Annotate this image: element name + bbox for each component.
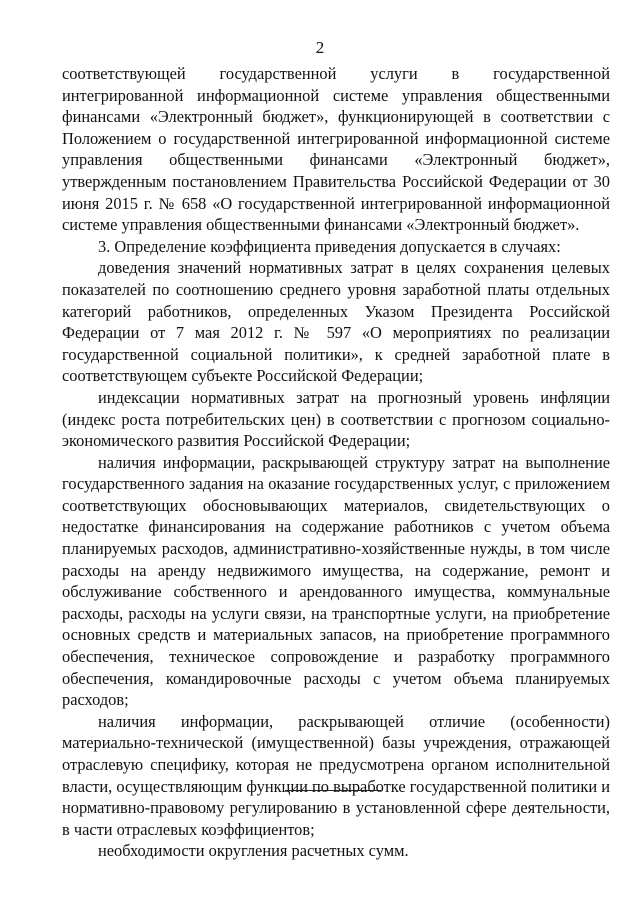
paragraph-case-salary: доведения значений нормативных затрат в целях сохранения целевых показателей по соотношению среднего уровня заработной платы отдельных категорий работников, определенных Указом Президента Российской Федерации от 7 мая 2012 г. № 597 «О мероприятиях по реализации государственной социальной политики», к средней заработной плате в соответствующем субъекте Российской Федерации; (62, 258, 610, 386)
paragraph-item-3-heading: 3. Определение коэффициента приведения допускается в случаях: (98, 236, 561, 256)
page-number: 2 (315, 38, 325, 57)
paragraph-case-material-base: наличия информации, раскрывающей отличие (особенности) материально-технической (имущественной) базы учреждения, отражающей отраслевую специфику, которая не предусмотрена органом исполнительной власти, осуществляющим функции по выработке государственной политики и нормативно-правовому регулированию в установленной сфере деятельности, в части отраслевых коэффициентов; (62, 711, 610, 839)
paragraph-case-cost-structure: наличия информации, раскрывающей структуру затрат на выполнение государственного задания на оказание государственных услуг, с приложением соответствующих обосновывающих материалов, свидетельствующих о недостатке финансирования на содержание работников с учетом объема планируемых расходов, административно-хозяйственные нужды, в том числе расходы на аренду недвижимого имущества, на содержание, ремонт и обслуживание собственного и арендованного имущества, коммунальные расходы, расходы на услуги связи, на транспортные услуги, на приобретение основных средств и материальных запасов, на приобретение программного обеспечения, техническое сопровождение и разработку программного обеспечения, командировочные расходы с учетом объема планируемых расходов; (62, 452, 610, 710)
end-divider-line (285, 790, 381, 791)
paragraph-continuation: соответствующей государственной услуги в государственной интегрированной информационной системе управления общественными финансами «Электронный бюджет», функционирующей в соответствии с Положением о государственной интегрированной информационной системе управления общественными финансами «Электронный бюджет», утвержденным постановлением Правительства Российской Федерации от 30 июня 2015 г. № 658 «О государственной интегрированной информационной системе управления общественными финансами «Электронный бюджет». (62, 64, 610, 235)
paragraph-case-inflation: индексации нормативных затрат на прогнозный уровень инфляции (индекс роста потребительских цен) в соответствии с прогнозом социально-экономического развития Российской Федерации; (62, 387, 610, 451)
document-body (62, 63, 610, 862)
paragraph-case-rounding: необходимости округления расчетных сумм. (98, 841, 409, 861)
